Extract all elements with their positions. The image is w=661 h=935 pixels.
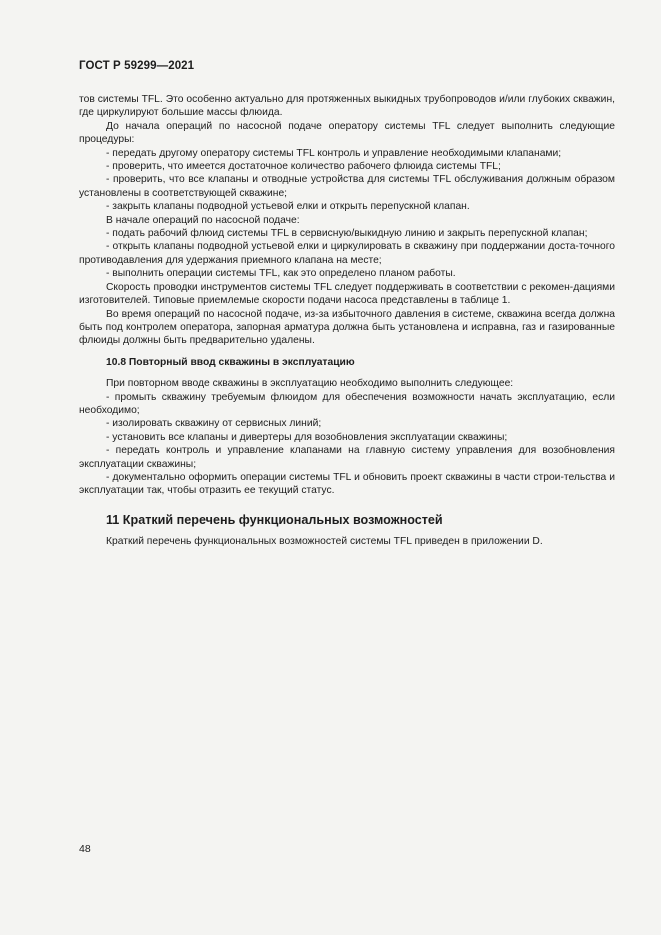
paragraph: - установить все клапаны и дивертеры для возобновления эксплуатации скважины; (106, 431, 508, 443)
page-number: 48 (79, 843, 91, 855)
paragraph: - выполнить операции системы TFL, как это определено планом работы. (106, 268, 456, 280)
paragraph: - изолировать скважину от сервисных линий; (106, 418, 322, 430)
paragraph: - документально оформить операции системы TFL и обновить проект скважины в части строи-тельства и эксплуатации так, чтобы отразить ее текущий статус. (79, 471, 615, 497)
paragraph: - промыть скважину требуемым флюидом для обеспечения возможности начать эксплуатацию, если необходимо; (79, 391, 615, 416)
document-header: ГОСТ Р 59299—2021 (79, 60, 195, 72)
paragraph: До начала операций по насосной подаче оператору системы TFL следует выполнить следующие процедуры: (79, 120, 615, 146)
paragraph: При повторном вводе скважины в эксплуатацию необходимо выполнить следующее: (106, 378, 514, 390)
section-title: 11 Краткий перечень функциональных возможностей (106, 512, 443, 527)
paragraph: - передать другому оператору системы TFL контроль и управление необходимыми клапанами; (106, 147, 562, 159)
paragraph: Во время операций по насосной подаче, из-за избыточного давления в системе, скважина всегда должна быть под контролем оператора, запорная арматура должна быть установлена и исправна, газ и газированные флюиды должны быть предварительно удалены. (79, 308, 615, 347)
paragraph: - проверить, что имеется достаточное количество рабочего флюида системы TFL; (106, 161, 501, 173)
paragraph: Скорость проводки инструментов системы TFL следует поддерживать в соответствии с рекомен-дациями изготовителей. Типовые приемлемые скорости подачи насоса представлены в таблице 1. (79, 281, 615, 307)
subsection-title: 10.8 Повторный ввод скважины в эксплуатацию (106, 356, 355, 368)
section-paragraph: Краткий перечень функциональных возможностей системы TFL приведен в приложении D. (106, 535, 543, 547)
paragraph: - закрыть клапаны подводной устьевой елки и открыть перепускной клапан. (106, 201, 470, 213)
paragraph: тов системы TFL. Это особенно актуально для протяженных выкидных трубопроводов и/или глубоких скважин, где циркулируют большие массы флюида. (79, 94, 615, 119)
paragraph: В начале операций по насосной подаче: (106, 214, 300, 226)
paragraph-group-reentry (79, 377, 615, 498)
document-body (79, 93, 615, 548)
paragraph: - проверить, что все клапаны и отводные устройства для системы TFL обслуживания должным образом установлены в соответствующей скважине; (79, 174, 615, 199)
paragraph: - открыть клапаны подводной устьевой елки и циркулировать в скважину при поддержании доста-точного противодавления для удержания приемного клапана на месте; (79, 241, 615, 266)
paragraph: - подать рабочий флюид системы TFL в сервисную/выкидную линию и закрыть перепускной клапан; (106, 228, 588, 240)
paragraph-group-pumping (79, 93, 615, 348)
paragraph: - передать контроль и управление клапанами на главную систему управления для возобновления эксплуатации скважины; (79, 445, 615, 470)
